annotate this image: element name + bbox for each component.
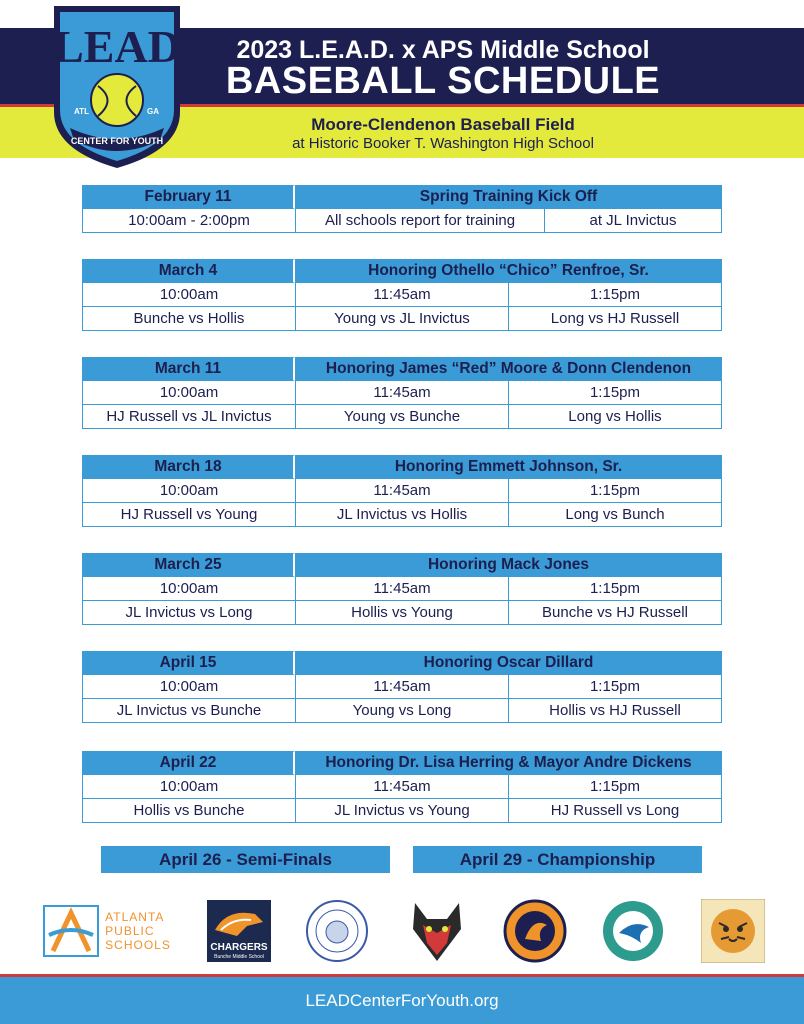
venue-subtitle: at Historic Booker T. Washington High School — [292, 135, 594, 152]
game-time: 1:15pm — [508, 577, 722, 601]
game-matchup: Bunche vs HJ Russell — [508, 601, 722, 625]
game-time: 1:15pm — [508, 479, 722, 503]
game-matchup: Young vs Long — [295, 699, 508, 723]
game-honoree: Honoring Emmett Johnson, Sr. — [295, 455, 722, 479]
aps-logo — [40, 898, 174, 964]
chargers-subtext: Bunche Middle School — [214, 954, 264, 960]
game-matchup: HJ Russell vs Young — [82, 503, 295, 527]
game-honoree: Spring Training Kick Off — [295, 185, 722, 209]
game-matchup: JL Invictus vs Long — [82, 601, 295, 625]
venue-name: Moore-Clendenon Baseball Field — [311, 115, 575, 134]
game-matchup: Long vs HJ Russell — [508, 307, 722, 331]
schedule-spring-training — [82, 185, 722, 233]
game-matchup: Hollis vs Young — [295, 601, 508, 625]
schedule-day — [82, 651, 722, 723]
game-time: 10:00am — [82, 283, 295, 307]
game-time: 11:45am — [295, 775, 508, 799]
training-time: 10:00am - 2:00pm — [82, 209, 295, 233]
game-matchup: JL Invictus vs Young — [295, 799, 508, 823]
game-date: March 18 — [82, 455, 295, 479]
hawk-seal-icon — [601, 899, 665, 963]
game-time: 10:00am — [82, 479, 295, 503]
championship-banner: April 29 - Championship — [413, 846, 702, 873]
game-matchup: Hollis vs Bunche — [82, 799, 295, 823]
game-matchup: Bunche vs Hollis — [82, 307, 295, 331]
russell-seal-logo — [304, 898, 370, 964]
aps-text-line3: SCHOOLS — [105, 938, 171, 952]
game-honoree: Honoring Mack Jones — [295, 553, 722, 577]
schedule-header-row — [82, 185, 722, 209]
game-matchup: JL Invictus vs Hollis — [295, 503, 508, 527]
chargers-logo — [206, 898, 272, 964]
lead-logo — [48, 0, 186, 172]
tiger-logo — [700, 898, 766, 964]
aps-text-line1: ATLANTA — [105, 910, 165, 924]
schedule-day — [82, 357, 722, 429]
game-date: March 4 — [82, 259, 295, 283]
game-matchup: HJ Russell vs JL Invictus — [82, 405, 295, 429]
training-note: All schools report for training — [295, 209, 544, 233]
game-time: 10:00am — [82, 381, 295, 405]
game-matchup: Long vs Bunch — [508, 503, 722, 527]
game-date: March 25 — [82, 553, 295, 577]
game-time: 11:45am — [295, 381, 508, 405]
game-date: April 15 — [82, 651, 295, 675]
dragon-seal-icon — [503, 899, 567, 963]
game-time: 1:15pm — [508, 675, 722, 699]
game-matchup: JL Invictus vs Bunche — [82, 699, 295, 723]
training-location: at JL Invictus — [544, 209, 722, 233]
game-time: 1:15pm — [508, 283, 722, 307]
tiger-icon — [701, 899, 765, 963]
game-time: 11:45am — [295, 479, 508, 503]
logo-letters: LEAD — [53, 21, 181, 72]
schedule-day — [82, 751, 722, 823]
game-honoree: Honoring James “Red” Moore & Donn Clendenon — [295, 357, 722, 381]
wolf-icon — [409, 899, 465, 963]
chargers-text: CHARGERS — [210, 942, 268, 953]
page-title: BASEBALL SCHEDULE — [225, 60, 661, 102]
game-time: 1:15pm — [508, 381, 722, 405]
game-time: 11:45am — [295, 577, 508, 601]
game-time: 10:00am — [82, 775, 295, 799]
invictus-logo — [502, 898, 568, 964]
game-matchup: Long vs Hollis — [508, 405, 722, 429]
schedule-row — [82, 209, 722, 233]
logo-right-tag: GA — [147, 107, 159, 116]
game-matchup: HJ Russell vs Long — [508, 799, 722, 823]
game-matchup: Hollis vs HJ Russell — [508, 699, 722, 723]
logo-ribbon: CENTER FOR YOUTH — [70, 136, 164, 146]
game-matchup: Young vs Bunche — [295, 405, 508, 429]
page-title-line1: 2023 L.E.A.D. x APS Middle School — [236, 36, 650, 64]
footer — [0, 974, 804, 1024]
schedule-day — [82, 455, 722, 527]
schedule-day — [82, 553, 722, 625]
game-honoree: Honoring Dr. Lisa Herring & Mayor Andre Dickens — [295, 751, 722, 775]
game-date: April 22 — [82, 751, 295, 775]
game-time: 10:00am — [82, 675, 295, 699]
bulldog-seal-icon — [305, 899, 369, 963]
aps-mark-icon — [43, 905, 99, 957]
game-time: 10:00am — [82, 577, 295, 601]
horse-icon — [207, 900, 271, 962]
aps-text-line2: PUBLIC — [105, 924, 155, 938]
hollis-logo — [600, 898, 666, 964]
game-honoree: Honoring Othello “Chico” Renfroe, Sr. — [295, 259, 722, 283]
footer-url[interactable]: LEADCenterForYouth.org — [305, 990, 499, 1010]
game-time: 11:45am — [295, 675, 508, 699]
wolf-logo — [404, 898, 470, 964]
game-time: 1:15pm — [508, 775, 722, 799]
game-date: February 11 — [82, 185, 295, 209]
game-honoree: Honoring Oscar Dillard — [295, 651, 722, 675]
game-matchup: Young vs JL Invictus — [295, 307, 508, 331]
logo-left-tag: ATL — [74, 107, 89, 116]
schedule-day — [82, 259, 722, 331]
semi-finals-banner: April 26 - Semi-Finals — [101, 846, 390, 873]
game-time: 11:45am — [295, 283, 508, 307]
game-date: March 11 — [82, 357, 295, 381]
